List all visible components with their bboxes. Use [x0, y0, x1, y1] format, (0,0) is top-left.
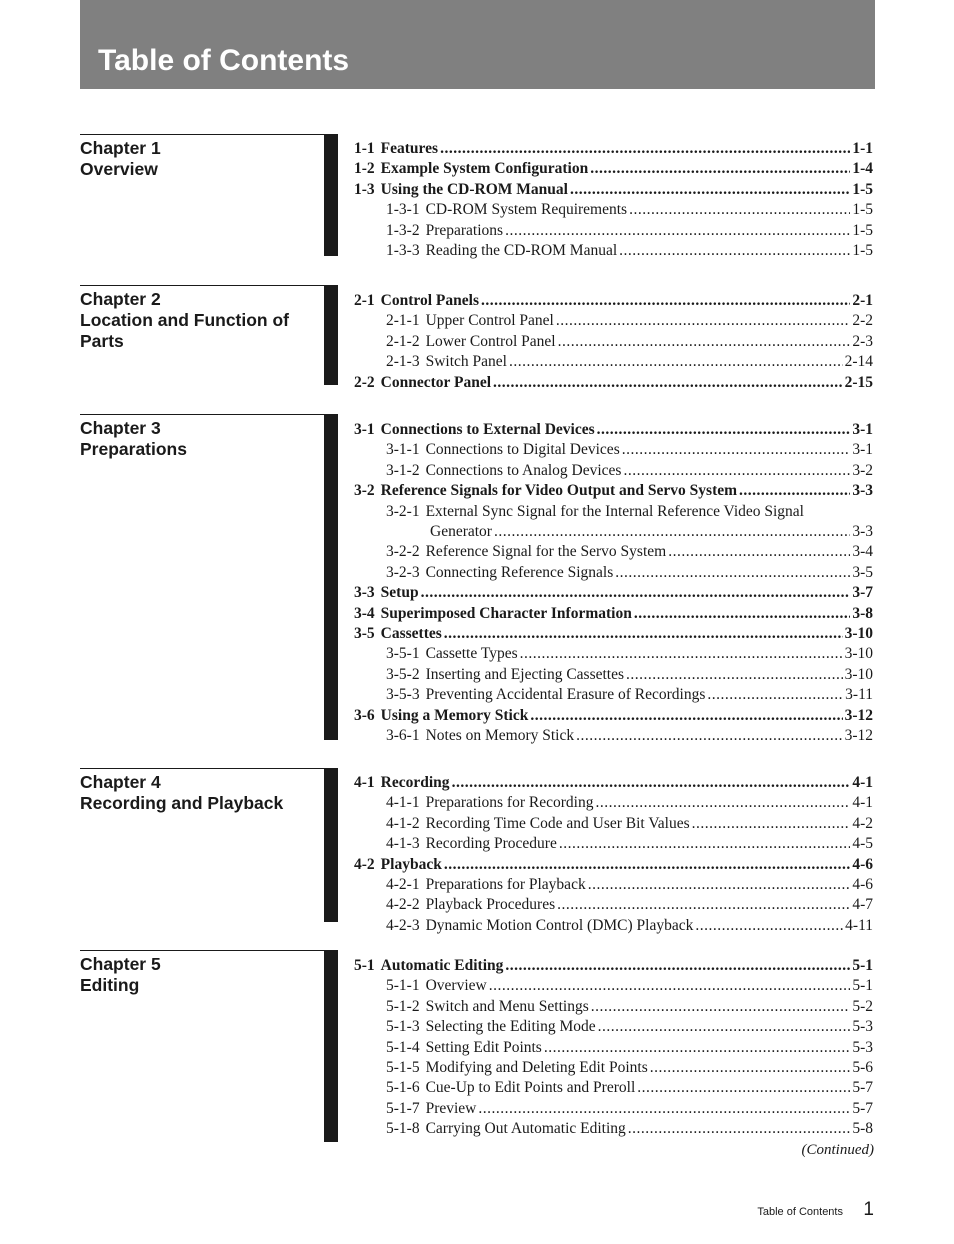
entry-title: Preparations — [425, 221, 504, 239]
entry-number: 4-1 — [354, 774, 375, 791]
toc-entry[interactable] — [386, 644, 873, 664]
toc-entry[interactable] — [354, 291, 873, 311]
entry-title: Preview — [425, 1099, 477, 1117]
toc-entry[interactable] — [354, 481, 873, 501]
toc-entry[interactable] — [386, 352, 873, 372]
entry-number: 3-5-1 — [386, 645, 420, 663]
entry-page: 5-7 — [852, 1099, 873, 1117]
dot-leader — [452, 773, 851, 793]
chapter-heading-line: Overview — [80, 159, 158, 179]
dot-leader — [520, 644, 843, 664]
entry-number: 3-6-1 — [386, 727, 420, 744]
entry-number: 1-3-1 — [386, 201, 420, 219]
chapter-heading-line: Chapter 5 — [80, 954, 161, 974]
entry-number: 4-2-2 — [386, 896, 420, 914]
dot-leader — [509, 352, 843, 372]
toc-entry[interactable] — [386, 1078, 873, 1098]
entry-page: 4-7 — [852, 896, 873, 914]
dot-leader — [619, 241, 850, 261]
dot-leader — [493, 373, 843, 393]
entry-number: 3-5 — [354, 625, 375, 642]
entry-number: 5-1-2 — [386, 997, 420, 1015]
entry-page: 1-4 — [852, 160, 873, 178]
entry-number: 2-1-2 — [386, 332, 420, 350]
entry-number: 1-1 — [354, 140, 375, 157]
dot-leader — [530, 706, 842, 726]
dot-leader — [588, 875, 851, 895]
entry-page: 4-1 — [852, 774, 873, 791]
chapter-rule — [80, 768, 324, 769]
dot-leader — [739, 481, 850, 501]
entry-title: Inserting and Ejecting Cassettes — [425, 665, 625, 683]
entry-title: Lower Control Panel — [425, 332, 556, 350]
chapter-heading — [80, 954, 320, 996]
entry-number: 5-1-6 — [386, 1079, 420, 1097]
entry-page: 3-4 — [852, 543, 873, 561]
toc-entry[interactable] — [386, 976, 873, 996]
chapter-heading — [80, 289, 320, 352]
toc-entry[interactable] — [386, 241, 873, 261]
entry-title: Connecting Reference Signals — [425, 563, 614, 581]
entry-page: 3-8 — [852, 604, 873, 622]
chapter-side-bar — [324, 134, 338, 256]
entry-number: 1-2 — [354, 160, 375, 178]
entry-title: Switch and Menu Settings — [425, 997, 589, 1015]
entry-number: 2-2 — [354, 373, 375, 391]
chapter-heading-line: Parts — [80, 331, 124, 351]
entry-title: Selecting the Editing Mode — [425, 1018, 596, 1036]
title-banner — [80, 0, 875, 89]
entry-title: Preparations for Playback — [425, 876, 586, 893]
entry-page: 1-5 — [852, 201, 873, 219]
dot-leader — [629, 200, 850, 220]
toc-entry[interactable] — [386, 461, 873, 481]
toc-entry[interactable] — [386, 875, 873, 895]
entry-title: Using a Memory Stick — [380, 706, 529, 724]
entry-title: Using the CD-ROM Manual — [380, 180, 568, 198]
entry-page: 3-2 — [852, 461, 873, 479]
toc-entry[interactable] — [386, 221, 873, 241]
toc-entry[interactable] — [386, 997, 873, 1017]
chapter-side-bar — [324, 414, 338, 740]
dot-leader — [557, 895, 850, 915]
toc-entry[interactable] — [354, 956, 873, 976]
toc-entry[interactable] — [354, 373, 873, 393]
entry-page: 1-1 — [852, 140, 873, 157]
page-title: Table of Contents — [98, 44, 350, 77]
toc-entry[interactable] — [386, 542, 873, 562]
entry-page: 1-5 — [852, 242, 873, 259]
dot-leader — [444, 855, 851, 875]
entry-page: 3-7 — [852, 584, 873, 602]
entry-title: Notes on Memory Stick — [425, 727, 575, 744]
entry-number: 3-4 — [354, 604, 375, 622]
entry-title: Features — [380, 140, 439, 157]
entry-title: Example System Configuration — [380, 160, 589, 178]
chapter-heading-line: Preparations — [80, 439, 187, 459]
dot-leader — [559, 834, 850, 854]
dot-leader — [478, 1099, 850, 1119]
chapter-rule — [80, 285, 324, 286]
dot-leader — [421, 583, 851, 603]
entry-page: 5-2 — [852, 997, 873, 1015]
entry-title: Preventing Accidental Erasure of Recordings — [425, 686, 706, 704]
entry-page: 4-5 — [852, 835, 873, 853]
entry-number: 5-1 — [354, 957, 375, 974]
dot-leader — [634, 604, 851, 624]
entry-title: Modifying and Deleting Edit Points — [425, 1059, 648, 1076]
toc-entry[interactable] — [354, 624, 873, 644]
entry-number: 5-1-5 — [386, 1059, 420, 1076]
entry-title: Control Panels — [380, 292, 479, 309]
dot-leader — [622, 440, 851, 460]
entry-title: CD-ROM System Requirements — [425, 201, 628, 219]
entry-number: 3-2-1 — [386, 502, 420, 520]
entry-number: 3-2 — [354, 482, 375, 500]
dot-leader — [590, 159, 850, 179]
dot-leader — [707, 685, 843, 705]
entry-number: 5-1-3 — [386, 1018, 420, 1036]
dot-leader — [637, 1078, 850, 1098]
chapter-rule — [80, 134, 324, 135]
entry-page: 2-3 — [852, 332, 873, 350]
entry-number: 3-1-1 — [386, 441, 420, 459]
toc-entry[interactable] — [386, 440, 873, 460]
entry-number: 3-6 — [354, 706, 375, 724]
toc-entry[interactable] — [386, 726, 873, 746]
dot-leader — [591, 997, 851, 1017]
toc-entry[interactable] — [354, 159, 873, 179]
dot-leader — [440, 139, 850, 159]
entry-title: Recording — [380, 774, 450, 791]
dot-leader — [556, 311, 850, 331]
dot-leader — [628, 1119, 851, 1139]
continued-note: (Continued) — [801, 1142, 874, 1158]
toc-entry[interactable] — [386, 1058, 873, 1078]
dot-leader — [576, 726, 842, 746]
entry-page: 2-2 — [852, 312, 873, 330]
toc-entry[interactable] — [354, 855, 873, 875]
entry-title: Generator — [430, 523, 492, 540]
entry-title: Connections to Digital Devices — [425, 441, 620, 459]
entry-title: Setting Edit Points — [425, 1038, 542, 1056]
toc-entry[interactable] — [386, 1099, 873, 1119]
chapter-side-bar — [324, 768, 338, 922]
entry-title: Connections to External Devices — [380, 421, 595, 438]
entry-page: 4-6 — [852, 855, 873, 873]
dot-leader — [623, 461, 850, 481]
entry-number: 1-3-3 — [386, 242, 420, 259]
dot-leader — [595, 793, 850, 813]
chapter-heading-line: Editing — [80, 975, 140, 995]
entry-number: 4-1-3 — [386, 835, 420, 853]
toc-entry[interactable] — [386, 200, 873, 220]
chapter-heading-line: Chapter 2 — [80, 289, 161, 309]
dot-leader — [692, 814, 851, 834]
entry-number: 5-1-8 — [386, 1120, 420, 1138]
dot-leader — [668, 542, 850, 562]
toc-entry[interactable] — [386, 895, 873, 915]
entry-page: 5-3 — [852, 1018, 873, 1036]
entry-title: Cue-Up to Edit Points and Preroll — [425, 1079, 636, 1097]
toc-entry[interactable] — [354, 773, 873, 793]
entry-title: Upper Control Panel — [425, 312, 554, 330]
entry-title: Recording Procedure — [425, 835, 557, 853]
entry-page: 3-10 — [844, 645, 873, 663]
dot-leader — [615, 563, 850, 583]
entry-title: Cassettes — [380, 625, 442, 642]
entry-title: Cassette Types — [425, 645, 518, 663]
toc-entry[interactable] — [354, 180, 873, 200]
chapter-rule — [80, 414, 324, 415]
toc-entry[interactable] — [354, 583, 873, 603]
entry-number: 3-2-3 — [386, 563, 420, 581]
entry-title: Superimposed Character Information — [380, 604, 632, 622]
entry-number: 4-2-3 — [386, 916, 420, 934]
entry-page: 3-3 — [852, 523, 873, 540]
entry-page: 3-11 — [845, 686, 873, 704]
entry-number: 1-3-2 — [386, 221, 420, 239]
entry-number: 4-2 — [354, 855, 375, 873]
entry-number: 3-5-3 — [386, 686, 420, 704]
dot-leader — [626, 665, 843, 685]
entry-title: Reference Signal for the Servo System — [425, 543, 667, 561]
entry-number: 3-2-2 — [386, 543, 420, 561]
chapter-heading — [80, 772, 320, 814]
dot-leader — [597, 420, 851, 440]
chapter-heading — [80, 418, 320, 460]
toc-entry[interactable] — [386, 834, 873, 854]
dot-leader — [444, 624, 843, 644]
entry-number: 3-1 — [354, 421, 375, 438]
chapter-heading-line: Location and Function of — [80, 310, 290, 330]
toc-entry[interactable] — [386, 311, 873, 331]
entry-page: 4-2 — [852, 814, 873, 832]
entry-page: 5-7 — [852, 1079, 873, 1097]
entry-page: 5-1 — [852, 977, 873, 995]
entry-number: 3-5-2 — [386, 665, 420, 683]
toc-entry[interactable] — [354, 420, 873, 440]
toc-entry[interactable] — [354, 706, 873, 726]
toc-entry[interactable] — [386, 332, 873, 352]
chapter-heading-line: Chapter 3 — [80, 418, 161, 438]
entry-page: 3-12 — [844, 706, 873, 724]
entry-page: 2-15 — [844, 373, 873, 391]
dot-leader — [544, 1038, 850, 1058]
entry-number: 5-1-1 — [386, 977, 420, 995]
entry-number: 1-3 — [354, 180, 375, 198]
toc-entry[interactable] — [386, 916, 873, 936]
toc-entry[interactable] — [354, 604, 873, 624]
entry-page: 4-1 — [852, 794, 873, 812]
entry-page: 1-5 — [852, 221, 873, 239]
entry-title: Playback — [380, 855, 442, 873]
entry-page: 5-8 — [852, 1120, 873, 1138]
entry-number: 3-3 — [354, 584, 375, 602]
toc-entry[interactable] — [386, 665, 873, 685]
entry-page: 1-5 — [852, 180, 873, 198]
toc-entry[interactable] — [386, 1038, 873, 1058]
entry-page: 3-5 — [852, 563, 873, 581]
entry-title: Automatic Editing — [380, 957, 504, 974]
toc-entry[interactable] — [386, 502, 873, 522]
dot-leader — [650, 1058, 851, 1078]
entry-title: Overview — [425, 977, 487, 995]
toc-entry[interactable] — [430, 522, 873, 542]
chapter-side-bar — [324, 285, 338, 385]
toc-entry[interactable] — [386, 1119, 873, 1139]
dot-leader — [695, 916, 843, 936]
entry-title: Reference Signals for Video Output and Servo System — [380, 482, 738, 500]
dot-leader — [558, 332, 851, 352]
entry-title: Connections to Analog Devices — [425, 461, 622, 479]
entry-page: 3-1 — [852, 421, 873, 438]
entry-title: Setup — [380, 584, 419, 602]
entry-number: 2-1-1 — [386, 312, 420, 330]
chapter-side-bar — [324, 950, 338, 1142]
entry-title: Switch Panel — [425, 353, 507, 371]
entry-number: 4-2-1 — [386, 876, 420, 893]
entry-page: 3-1 — [852, 441, 873, 459]
entry-title: Preparations for Recording — [425, 794, 594, 812]
entry-page: 4-6 — [852, 876, 873, 893]
dot-leader — [505, 221, 850, 241]
entry-title: Recording Time Code and User Bit Values — [425, 814, 690, 832]
entry-page: 3-3 — [852, 482, 873, 500]
toc-entry[interactable] — [386, 814, 873, 834]
entry-page: 3-10 — [844, 665, 873, 683]
dot-leader — [481, 291, 850, 311]
chapter-heading-line: Chapter 4 — [80, 772, 161, 792]
toc-entry[interactable] — [386, 1017, 873, 1037]
dot-leader — [489, 976, 851, 996]
entry-page: 2-1 — [852, 292, 873, 309]
footer-label: Table of Contents — [757, 1206, 843, 1218]
entry-page: 3-10 — [844, 625, 873, 642]
entry-page: 3-12 — [844, 727, 873, 744]
dot-leader — [598, 1017, 851, 1037]
entry-page: 2-14 — [844, 353, 873, 371]
entry-title: Connector Panel — [380, 373, 492, 391]
entry-title: Playback Procedures — [425, 896, 556, 914]
entry-title: External Sync Signal for the Internal Reference Video Signal — [425, 502, 804, 520]
toc-entry[interactable] — [386, 685, 873, 705]
entry-number: 5-1-7 — [386, 1099, 420, 1117]
footer-page-number: 1 — [863, 1199, 874, 1220]
chapter-heading-line: Recording and Playback — [80, 793, 284, 813]
entry-number: 3-1-2 — [386, 461, 420, 479]
chapter-heading-line: Chapter 1 — [80, 138, 161, 158]
toc-entry[interactable] — [386, 793, 873, 813]
entry-page: 5-6 — [852, 1059, 873, 1076]
dot-leader — [505, 956, 850, 976]
entry-number: 2-1 — [354, 292, 375, 309]
toc-entry[interactable] — [354, 139, 873, 159]
entry-page: 5-3 — [852, 1038, 873, 1056]
entry-number: 5-1-4 — [386, 1038, 420, 1056]
entry-title: Dynamic Motion Control (DMC) Playback — [425, 916, 694, 934]
entry-title: Reading the CD-ROM Manual — [425, 242, 618, 259]
toc-entry[interactable] — [386, 563, 873, 583]
dot-leader — [570, 180, 850, 200]
chapter-rule — [80, 950, 324, 951]
entry-title: Carrying Out Automatic Editing — [425, 1120, 626, 1138]
entry-page: 4-11 — [845, 916, 873, 934]
dot-leader — [494, 522, 850, 542]
entry-number: 2-1-3 — [386, 353, 420, 371]
entry-number: 4-1-1 — [386, 794, 420, 812]
entry-page: 5-1 — [852, 957, 873, 974]
entry-number: 4-1-2 — [386, 814, 420, 832]
chapter-heading — [80, 138, 320, 180]
